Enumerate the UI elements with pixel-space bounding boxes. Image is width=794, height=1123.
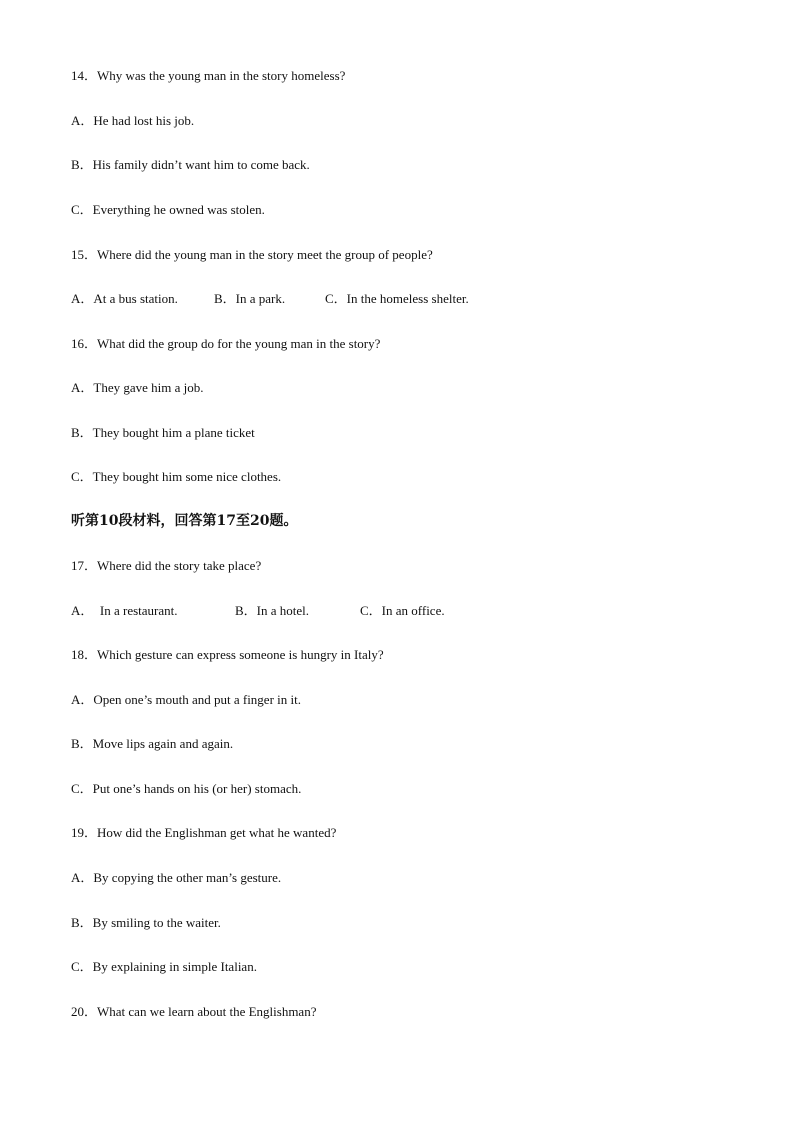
question-19-option-a: A．By copying the other man’s gesture. — [71, 870, 282, 885]
question-20-stem: 20．What can we learn about the Englishman? — [71, 1004, 317, 1019]
question-19-option-c: C．By explaining in simple Italian. — [71, 959, 257, 974]
question-14-option-b: B．His family didn’t want him to come back. — [71, 157, 310, 172]
question-18-option-a: A．Open one’s mouth and put a finger in it. — [71, 692, 301, 707]
question-14-option-a: A．He had lost his job. — [71, 113, 195, 128]
question-15-option-c: C．In the homeless shelter. — [325, 291, 469, 306]
question-16-option-b: B．They bought him a plane ticket — [71, 425, 255, 440]
question-16-option-c: C．They bought him some nice clothes. — [71, 469, 282, 484]
question-17-option-a: A． In a restaurant. — [71, 603, 178, 618]
question-17-stem: 17．Where did the story take place? — [71, 558, 262, 573]
question-18-option-c: C．Put one’s hands on his (or her) stomach. — [71, 781, 302, 796]
question-16-stem: 16．What did the group do for the young man in the story? — [71, 336, 381, 351]
question-19-stem: 19．How did the Englishman get what he wanted? — [71, 825, 337, 840]
question-14-option-c: C．Everything he owned was stolen. — [71, 202, 265, 217]
question-18-stem: 18．Which gesture can express someone is hungry in Italy? — [71, 647, 384, 662]
question-16-option-a: A．They gave him a job. — [71, 380, 204, 395]
section-heading: 听第10段材料，回答第17至20题。 — [71, 513, 298, 529]
question-17-option-c: C．In an office. — [360, 603, 445, 618]
question-17-option-b: B．In a hotel. — [235, 603, 310, 618]
question-15-option-a: A．At a bus station. — [71, 291, 178, 306]
question-15-option-b: B．In a park. — [214, 291, 286, 306]
question-14-stem: 14．Why was the young man in the story homeless? — [71, 68, 346, 83]
question-15-stem: 15．Where did the young man in the story meet the group of people? — [71, 247, 433, 262]
question-18-option-b: B．Move lips again and again. — [71, 736, 234, 751]
question-19-option-b: B．By smiling to the waiter. — [71, 915, 221, 930]
